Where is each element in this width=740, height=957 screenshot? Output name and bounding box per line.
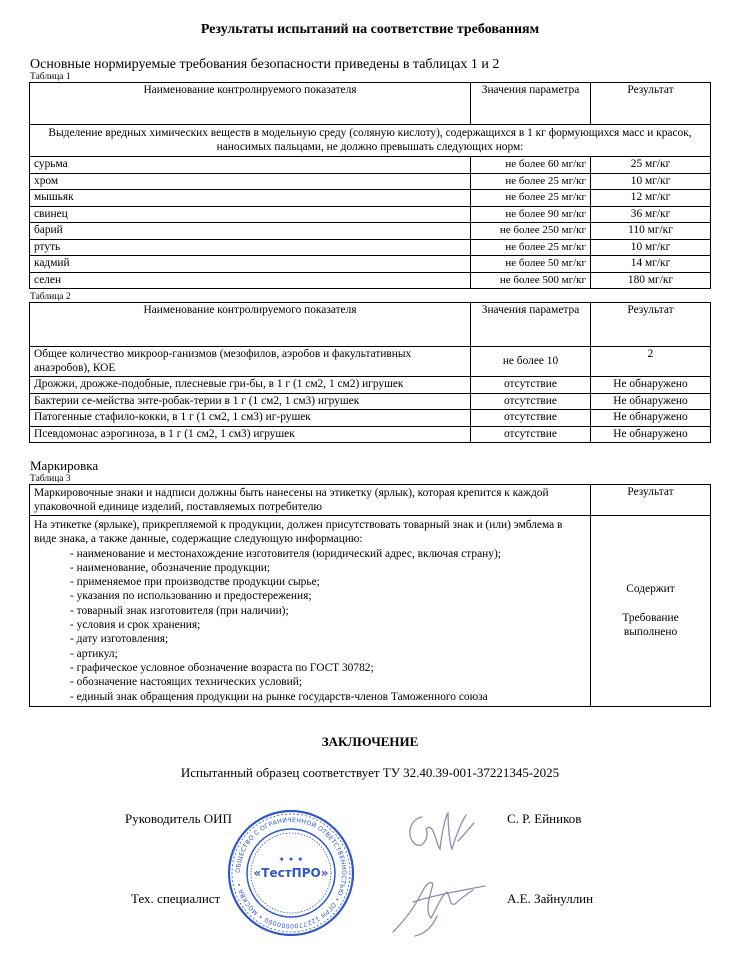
table2-cell-name: Псевдомонас аэрогиноза, в 1 г (1 см2, 1 см3) игрушек <box>30 426 471 443</box>
table1-cell-limit: не более 50 мг/кг <box>471 256 591 273</box>
table2-row <box>30 426 711 443</box>
signature-scribble-head <box>400 805 480 860</box>
table1-cell-name: селен <box>30 272 471 289</box>
table1 <box>29 82 711 289</box>
marking-list-item: - указания по использованию и предостережения; <box>70 590 312 603</box>
marking-list-item: - единый знак обращения продукции на рынке государств-членов Таможенного союза <box>70 690 488 703</box>
table3-caption: Таблица 3 <box>30 474 71 484</box>
table1-caption: Таблица 1 <box>30 72 71 82</box>
signature-name-head: С. Р. Ейников <box>507 811 582 826</box>
table1-header-result: Результат <box>591 83 711 125</box>
table1-section-row: Выделение вредных химических веществ в модельную среду (соляную кислоту), содержащихся в 1 кг формующихся масс и красок, наносимых пальцами, не должно превышать следующих норм: <box>30 125 711 157</box>
table1-cell-result: 110 мг/кг <box>591 223 711 240</box>
table2-cell-result: Не обнаружено <box>591 410 711 427</box>
signature-scribble-specialist <box>385 872 495 942</box>
table2-cell-name: Общее количество микроор-ганизмов (мезофилов, аэробов и факультативных анаэробов), КОЕ <box>30 347 471 377</box>
marking-list-item: - дату изготовления; <box>70 633 169 646</box>
table1-header-value: Значения параметра <box>471 83 591 125</box>
table2-cell-name: Патогенные стафило-кокки, в 1 г (1 см2, 1 см3) иг-рушек <box>30 410 471 427</box>
table1-cell-result: 180 мг/кг <box>591 272 711 289</box>
table2 <box>29 302 711 443</box>
table2-cell-limit: отсутствие <box>471 426 591 443</box>
table2-caption: Таблица 2 <box>30 292 71 302</box>
marking-list-item: - наименование и местонахождение изготовителя (юридический адрес, включая страну); <box>70 547 501 560</box>
table1-header-name: Наименование контролируемого показателя <box>30 83 471 125</box>
signature-role-specialist: Тех. специалист <box>131 891 221 906</box>
table1-cell-result: 14 мг/кг <box>591 256 711 273</box>
table3 <box>29 484 711 707</box>
table2-cell-limit: не более 10 <box>471 347 591 377</box>
table1-cell-result: 25 мг/кг <box>591 157 711 174</box>
table1-row <box>30 223 711 240</box>
table2-cell-result: Не обнаружено <box>591 377 711 394</box>
table1-cell-result: 36 мг/кг <box>591 206 711 223</box>
table3-header-text: Маркировочные знаки и надписи должны быть нанесены на этикетку (ярлык), которая крепится к каждой упаковочной единице изделий, поставляемых потребителю <box>30 485 591 516</box>
table1-cell-name: свинец <box>30 206 471 223</box>
seal-ring-text: ОБЩЕСТВО С ОГРАНИЧЕННОЙ ОТВЕТСТВЕННОСТЬЮ • ОГРН 1227700000000 • МОСКВА • <box>234 816 348 930</box>
document-title: Результаты испытаний на соответствие требованиям <box>200 22 540 37</box>
signature-name-specialist: А.Е. Зайнуллин <box>507 891 594 906</box>
table2-cell-limit: отсутствие <box>471 393 591 410</box>
table1-cell-limit: не более 25 мг/кг <box>471 173 591 190</box>
intro-text: Основные нормируемые требования безопасности приведены в таблицах 1 и 2 <box>30 57 500 72</box>
table1-row <box>30 157 711 174</box>
table1-row <box>30 173 711 190</box>
table1-row <box>30 256 711 273</box>
table2-cell-result: Не обнаружено <box>591 426 711 443</box>
table1-cell-limit: не более 60 мг/кг <box>471 157 591 174</box>
marking-list-item: - наименование, обозначение продукции; <box>70 561 271 574</box>
table1-cell-result: 12 мг/кг <box>591 190 711 207</box>
marking-intro: На этикетке (ярлыке), прикрепляемой к продукции, должен присутствовать товарный знак и (или) эмблема в виде знака, а также данные, содержащие следующую информацию: <box>34 519 563 546</box>
table1-cell-limit: не более 500 мг/кг <box>471 272 591 289</box>
marking-result-contains: Содержит <box>626 583 675 596</box>
table2-row <box>30 410 711 427</box>
marking-heading: Маркировка <box>30 458 99 473</box>
table2-header-result: Результат <box>591 303 711 347</box>
table2-header-name: Наименование контролируемого показателя <box>30 303 471 347</box>
table1-cell-name: мышьяк <box>30 190 471 207</box>
table1-cell-limit: не более 250 мг/кг <box>471 223 591 240</box>
table2-header-value: Значения параметра <box>471 303 591 347</box>
marking-list-item: - условия и срок хранения; <box>70 619 201 632</box>
table1-cell-limit: не более 25 мг/кг <box>471 239 591 256</box>
table1-cell-limit: не более 90 мг/кг <box>471 206 591 223</box>
conclusion-title: ЗАКЛЮЧЕНИЕ <box>321 734 419 749</box>
marking-list-item: - применяемое при производстве продукции сырье; <box>70 576 320 589</box>
table1-row <box>30 239 711 256</box>
seal-center-text: «ТестПРО» <box>253 866 329 880</box>
table1-row <box>30 206 711 223</box>
table2-row <box>30 393 711 410</box>
table1-row <box>30 190 711 207</box>
company-seal <box>226 808 356 938</box>
marking-list-item: - графическое условное обозначение возраста по ГОСТ 30782; <box>70 661 374 674</box>
signature-role-head: Руководитель ОИП <box>125 811 232 826</box>
table1-row <box>30 272 711 289</box>
table1-cell-name: ртуть <box>30 239 471 256</box>
table1-cell-result: 10 мг/кг <box>591 239 711 256</box>
table2-cell-name: Бактерии се-мейства энте-робак-терии в 1 г (1 см2, 1 см3) игрушек <box>30 393 471 410</box>
table2-cell-result: 2 <box>591 347 711 377</box>
table2-cell-result: Не обнаружено <box>591 393 711 410</box>
svg-text:✦ ✦ ✦: ✦ ✦ ✦ <box>278 855 304 864</box>
table3-header-result: Результат <box>591 485 711 516</box>
marking-list-item: - обозначение настоящих технических условий; <box>70 676 302 689</box>
marking-result-fulfilled: Требование выполнено <box>622 611 679 639</box>
table2-row <box>30 347 711 377</box>
table1-cell-result: 10 мг/кг <box>591 173 711 190</box>
marking-items <box>34 547 586 704</box>
table1-cell-name: барий <box>30 223 471 240</box>
marking-list-item: - товарный знак изготовителя (при наличии); <box>70 604 289 617</box>
table2-cell-name: Дрожжи, дрожже-подобные, плесневые гри-бы, в 1 г (1 см2, 1 см2) игрушек <box>30 377 471 394</box>
marking-list-item: - артикул; <box>70 647 118 660</box>
table1-cell-name: кадмий <box>30 256 471 273</box>
table1-cell-name: хром <box>30 173 471 190</box>
table2-cell-limit: отсутствие <box>471 377 591 394</box>
table1-cell-name: сурьма <box>30 157 471 174</box>
table2-cell-limit: отсутствие <box>471 410 591 427</box>
conclusion-text: Испытанный образец соответствует ТУ 32.40.39-001-37221345-2025 <box>180 765 560 780</box>
table1-cell-limit: не более 25 мг/кг <box>471 190 591 207</box>
table2-row <box>30 377 711 394</box>
